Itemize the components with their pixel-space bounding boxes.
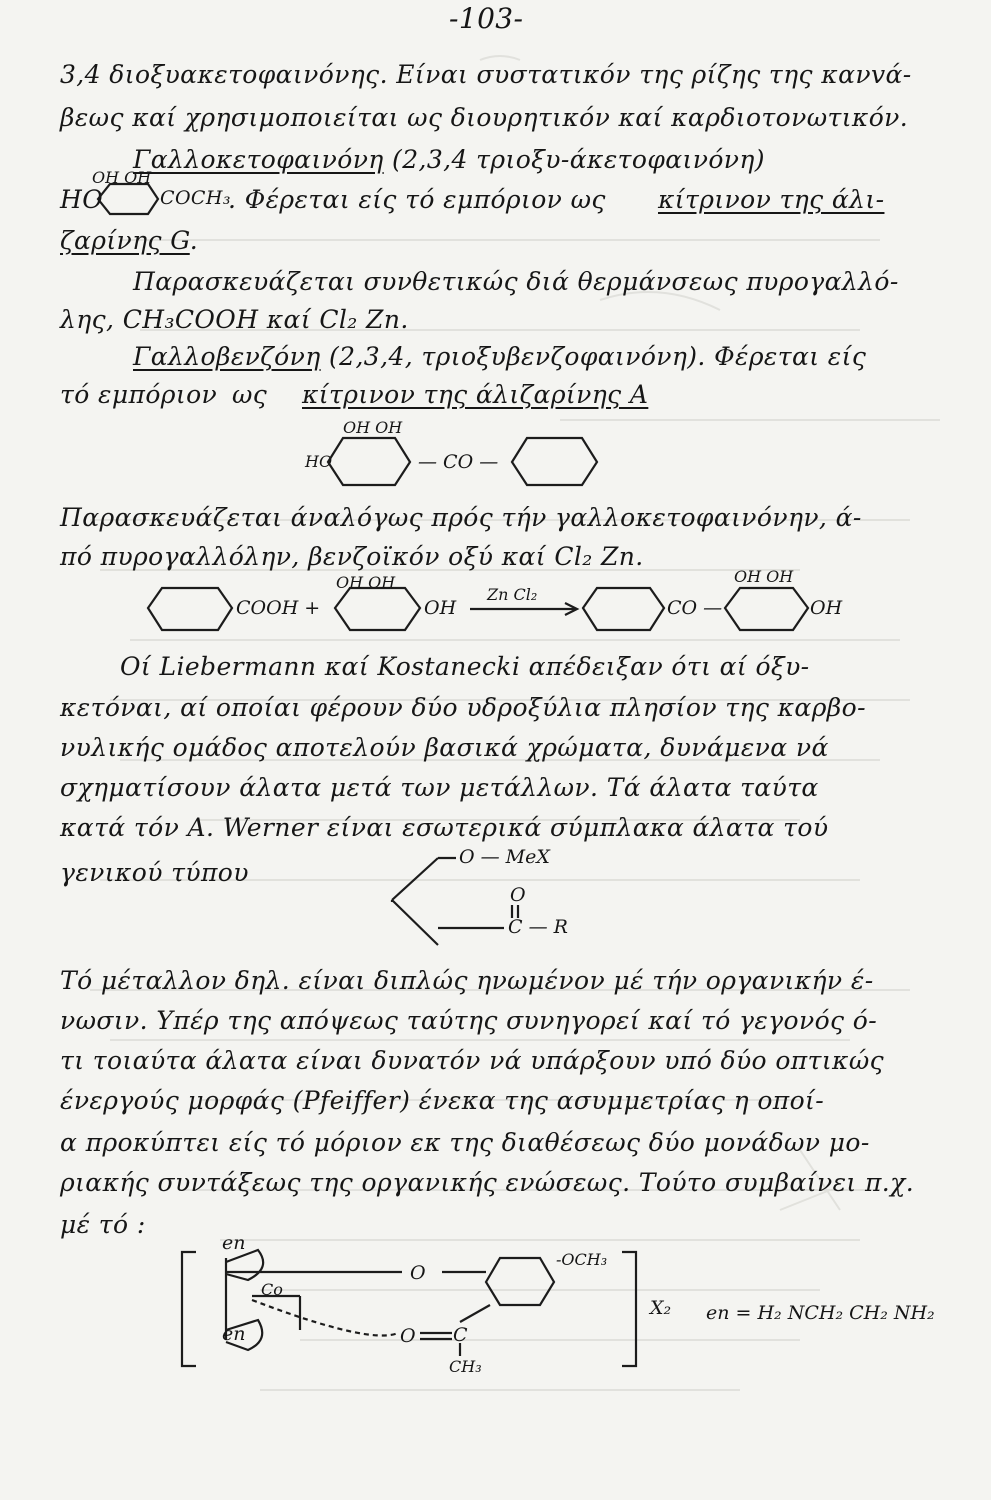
text-line-17: σχηματίσουν άλατα μετά των μετάλλων. Τά άλατα ταύτα bbox=[60, 773, 819, 802]
text-line-22: τι τοιαύτα άλατα είναι δυνατόν νά υπάρξουν υπό δύο οπτικώς bbox=[60, 1046, 885, 1075]
text-line-4-underlined: κίτρινον της άλι- bbox=[658, 185, 885, 214]
text-line-14: Οί Liebermann καί Kostanecki απέδειξαν ότι αί όξυ- bbox=[120, 652, 810, 681]
reaction-cooh: COOH + bbox=[236, 597, 321, 619]
carbonyl-c-label: C bbox=[453, 1324, 468, 1346]
text-line-4-text: . Φέρεται είς τό εμπόριον ως bbox=[228, 185, 606, 214]
och3-label: -OCH₃ bbox=[556, 1250, 608, 1269]
text-line-4-prefix: HO bbox=[60, 185, 104, 214]
text-line-24: α προκύπτει είς τό μόριον εκ της διαθέσεως δύο μονάδων μο- bbox=[60, 1128, 870, 1157]
alizarin-a-label: κίτρινον της άλιζαρίνης A bbox=[302, 380, 649, 409]
text-line-19: γενικού τύπου bbox=[60, 858, 249, 887]
text-line-15: κετόναι, αί οποίαι φέρουν δύο υδροξύλια πλησίον της καρβο- bbox=[60, 693, 866, 722]
werner-o-mex: O — MeX bbox=[459, 846, 550, 868]
text-line-9b: ως bbox=[232, 380, 268, 409]
page-number: -103- bbox=[449, 2, 524, 35]
reaction-co: CO — bbox=[667, 597, 723, 619]
text-line-12: πό πυρογαλλόλην, βενζοϊκόν οξύ καί Cl₂ Zn. bbox=[60, 542, 644, 571]
reaction-oh-right: OH bbox=[810, 597, 843, 619]
text-line-11: Παρασκευάζεται άναλόγως πρός τήν γαλλοκετοφαινόνην, ά- bbox=[60, 503, 862, 532]
methoxyphenyl-ring bbox=[486, 1258, 554, 1305]
werner-o-double: O bbox=[510, 884, 526, 906]
text-line-23: ένεργούς μορφάς (Pfeiffer) ένεκα της ασυμμετρίας η οποί- bbox=[60, 1086, 825, 1115]
ether-o-label: O bbox=[410, 1262, 426, 1284]
cobalt-label: Co bbox=[261, 1280, 283, 1299]
reaction-ohs-mid: OH OH bbox=[336, 573, 396, 592]
reaction-ohs-right: OH OH bbox=[734, 567, 794, 586]
text-line-16: νυλικής ομάδος αποτελούν βασικά χρώματα, δυνάμενα νά bbox=[60, 733, 829, 762]
counter-ion-label: X₂ bbox=[650, 1297, 672, 1319]
carbonyl-o-label: O bbox=[400, 1325, 416, 1347]
reaction-oh-mid: OH bbox=[424, 597, 457, 619]
compound-subtitle: (2,3,4 τριοξυ-άκετοφαινόνη) bbox=[392, 145, 765, 174]
benzone-oh-label: OH OH bbox=[343, 418, 403, 437]
text-line-26: μέ τό : bbox=[60, 1210, 146, 1239]
left-bracket bbox=[182, 1252, 196, 1366]
text-line-6: Παρασκευάζεται συνθετικώς διά θερμάνσεως πυρογαλλό- bbox=[133, 267, 899, 296]
text-line-9a: τό εμπόριον bbox=[60, 380, 218, 409]
text-line-7: λης, CH₃COOH καί Cl₂ Zn. bbox=[60, 305, 409, 334]
text-line-21: νωσιν. Υπέρ της απόψεως ταύτης συνηγορεί καί τό γεγονός ό- bbox=[60, 1006, 878, 1035]
alizarin-g-label: ζαρίνης G bbox=[60, 226, 190, 255]
gallo-oh-label: OH OH bbox=[92, 168, 152, 187]
en-label-top: en bbox=[222, 1232, 246, 1254]
right-bracket bbox=[622, 1252, 636, 1366]
reaction-catalyst: Zn Cl₂ bbox=[487, 585, 538, 604]
period: . bbox=[189, 226, 199, 255]
benzone-ho-label: HO bbox=[305, 452, 333, 471]
text-line-20: Τό μέταλλον δηλ. είναι διπλώς ηνωμένον μέ τήν οργανικήν έ- bbox=[60, 966, 874, 995]
en-definition: en = H₂ NCH₂ CH₂ NH₂ bbox=[706, 1302, 935, 1324]
compound-title-gallovenzoni: Γαλλοβενζόνη bbox=[133, 342, 321, 371]
benzone-co-label: — CO — bbox=[418, 451, 499, 473]
text-line-18: κατά τόν A. Werner είναι εσωτερικά σύμπλακα άλατα τού bbox=[60, 813, 829, 842]
text-line-4-sub: COCH₃ bbox=[160, 187, 231, 209]
text-line-2: βεως καί χρησιμοποιείται ως διουρητικόν καί καρδιοτονωτικόν. bbox=[60, 103, 909, 132]
werner-c-r: C — R bbox=[508, 916, 568, 938]
text-line-1: 3,4 διοξυακετοφαινόνης. Είναι συστατικόν της ρίζης της κανvά- bbox=[60, 60, 912, 89]
compound-subtitle-2: (2,3,4, τριοξυβενζοφαινόνη). Φέρεται είς bbox=[328, 342, 867, 371]
en-label-bottom: en bbox=[222, 1323, 246, 1345]
text-line-25: ριακής συντάξεως της οργανικής ενώσεως. Τούτο συμβαίνει π.χ. bbox=[60, 1168, 915, 1197]
ch3-label: CH₃ bbox=[449, 1357, 482, 1376]
compound-title-gallokaitofainoni: Γαλλοκετοφαινόνη bbox=[133, 145, 384, 174]
